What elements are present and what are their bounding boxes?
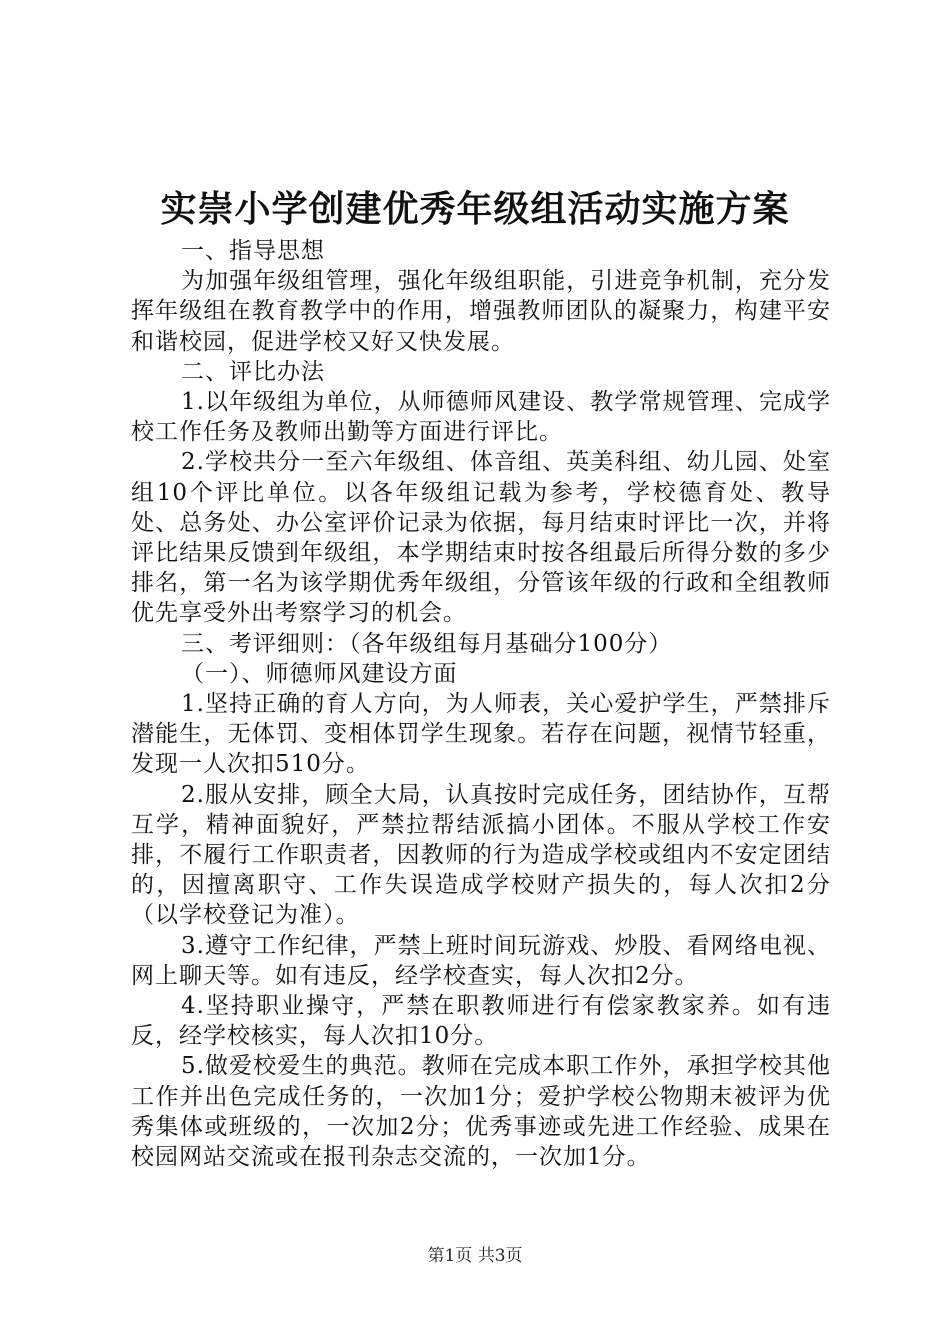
paragraph: 1.以年级组为单位，从师德师风建设、教学常规管理、完成学校工作任务及教师出勤等方面进行评比。	[131, 389, 831, 446]
section-heading-evaluation-rules: 三、考评细则：（各年级组每月基础分100分）	[181, 630, 673, 657]
paragraph: 1.坚持正确的育人方向，为人师表，关心爱护学生，严禁排斥潜能生，无体罚、变相体罚学生现象。若存在问题，视情节轻重，发现一人次扣510分。	[131, 691, 831, 778]
paragraph: 为加强年级组管理，强化年级组职能，引进竞争机制，充分发挥年级组在教育教学中的作用，增强教师团队的凝聚力，构建平安和谐校园，促进学校又好又快发展。	[131, 268, 831, 355]
paragraph: 3.遵守工作纪律，严禁上班时间玩游戏、炒股、看网络电视、网上聊天等。如有违反，经学校查实，每人次扣2分。	[131, 932, 831, 989]
section-heading-guiding-thought: 一、指导思想	[181, 238, 325, 264]
paragraph: 5.做爱校爱生的典范。教师在完成本职工作外，承担学校其他工作并出色完成任务的，一次加1分；爱护学校公物期末被评为优秀集体或班级的，一次加2分；优秀事迹或先进工作经验、成果在校园网站交流或在报刊杂志交流的，一次加1分。	[131, 1053, 831, 1171]
paragraph: 4.坚持职业操守，严禁在职教师进行有偿家教家养。如有违反，经学校核实，每人次扣10分。	[131, 993, 831, 1050]
page-number-footer: 第1页 共3页	[427, 1246, 523, 1266]
document-body	[131, 236, 831, 1172]
paragraph: 2.服从安排，顾全大局，认真按时完成任务，团结协作，互帮互学，精神面貌好，严禁拉帮结派搞小团体。不服从学校工作安排，不履行工作职责者，因教师的行为造成学校或组内不安定团结的，因擅离职守、工作失误造成学校财产损失的，每人次扣2分（以学校登记为准）。	[131, 781, 831, 929]
section-heading-evaluation-method: 二、评比办法	[181, 358, 325, 385]
paragraph: 2.学校共分一至六年级组、体音组、英美科组、幼儿园、处室组10个评比单位。以各年级组记载为参考，学校德育处、教导处、总务处、办公室评价记录为依据，每月结束时评比一次，并将评比结果反馈到年级组，本学期结束时按各组最后所得分数的多少排名，第一名为该学期优秀年级组，分管该年级的行政和全组教师优先享受外出考察学习的机会。	[131, 449, 831, 627]
document-title: 实崇小学创建优秀年级组活动实施方案	[160, 188, 790, 230]
subsection-heading-ethics: （一）、师德师风建设方面	[181, 660, 458, 687]
